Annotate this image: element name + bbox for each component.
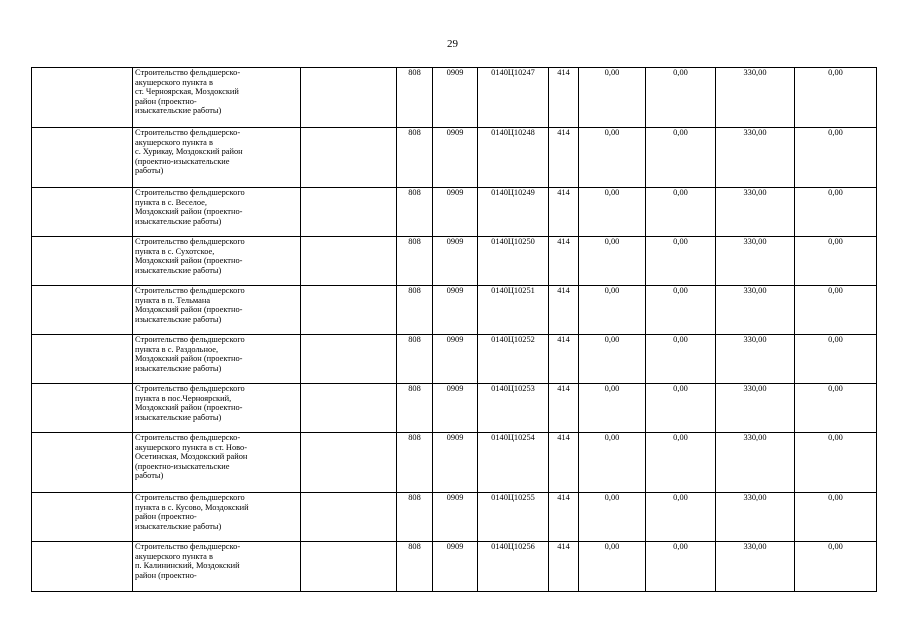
item-name-line: изыскательские работы) — [135, 363, 222, 373]
section-code-cell: 0909 — [433, 237, 478, 286]
section-code-cell: 0909 — [433, 286, 478, 335]
item-name-line: Строительство фельдшерского — [135, 237, 245, 246]
extra-cell — [301, 188, 397, 237]
amount-1-cell: 0,00 — [579, 68, 646, 128]
item-name-cell — [133, 384, 301, 433]
amount-1-cell: 0,00 — [579, 188, 646, 237]
item-name-line: изыскательские работы) — [135, 265, 222, 275]
extra-cell — [301, 433, 397, 493]
table-row — [32, 286, 877, 335]
item-name-line: пункта в с. Кусово, Моздокский — [135, 502, 249, 512]
item-name-line: Строительство фельдшерского — [135, 384, 245, 393]
item-name-line: район (проектно- — [135, 512, 197, 522]
amount-1-cell: 0,00 — [579, 493, 646, 542]
extra-cell — [301, 128, 397, 188]
expense-type-cell: 414 — [549, 286, 579, 335]
item-name-cell — [133, 68, 301, 128]
extra-cell — [301, 286, 397, 335]
admin-code-cell: 808 — [397, 384, 433, 433]
item-name-line: пункта в с. Сухотское, — [135, 246, 215, 256]
amount-4-cell: 0,00 — [795, 384, 877, 433]
amount-4-cell: 0,00 — [795, 188, 877, 237]
item-name-line: изыскательские работы) — [135, 521, 222, 531]
row-number-cell — [32, 68, 133, 128]
item-name-line: с. Хурикау, Моздокский район — [135, 147, 243, 157]
budget-table — [31, 67, 877, 592]
target-code-cell: 0140Ц10254 — [478, 433, 549, 493]
expense-type-cell: 414 — [549, 433, 579, 493]
table-body — [32, 68, 877, 592]
target-code-cell: 0140Ц10253 — [478, 384, 549, 433]
item-name-line: (проектно-изыскательские — [135, 156, 230, 166]
expense-type-cell: 414 — [549, 188, 579, 237]
target-code-cell: 0140Ц10247 — [478, 68, 549, 128]
table-row — [32, 188, 877, 237]
admin-code-cell: 808 — [397, 493, 433, 542]
item-name-line: акушерского пункта в — [135, 551, 213, 561]
item-name-line: район (проектно- — [135, 96, 197, 106]
amount-3-cell: 330,00 — [716, 384, 795, 433]
item-name-line: Моздокский район (проектно- — [135, 305, 243, 315]
amount-1-cell: 0,00 — [579, 433, 646, 493]
item-name-cell — [133, 542, 301, 592]
row-number-cell — [32, 433, 133, 493]
amount-2-cell: 0,00 — [646, 542, 716, 592]
admin-code-cell: 808 — [397, 286, 433, 335]
amount-1-cell: 0,00 — [579, 286, 646, 335]
expense-type-cell: 414 — [549, 128, 579, 188]
item-name-line: акушерского пункта в — [135, 77, 213, 87]
item-name-cell — [133, 493, 301, 542]
page-number: 29 — [447, 38, 458, 50]
item-name-line: пункта в пос.Черноярский, — [135, 393, 232, 403]
amount-2-cell: 0,00 — [646, 433, 716, 493]
admin-code-cell: 808 — [397, 68, 433, 128]
amount-3-cell: 330,00 — [716, 188, 795, 237]
section-code-cell: 0909 — [433, 128, 478, 188]
expense-type-cell: 414 — [549, 68, 579, 128]
section-code-cell: 0909 — [433, 542, 478, 592]
section-code-cell: 0909 — [433, 493, 478, 542]
item-name-cell — [133, 433, 301, 493]
item-name-line: работы) — [135, 471, 164, 481]
amount-1-cell: 0,00 — [579, 237, 646, 286]
target-code-cell: 0140Ц10256 — [478, 542, 549, 592]
item-name-cell — [133, 286, 301, 335]
amount-2-cell: 0,00 — [646, 237, 716, 286]
row-number-cell — [32, 188, 133, 237]
item-name-line: изыскательские работы) — [135, 106, 222, 116]
table-row — [32, 493, 877, 542]
amount-2-cell: 0,00 — [646, 188, 716, 237]
amount-3-cell: 330,00 — [716, 68, 795, 128]
section-code-cell: 0909 — [433, 188, 478, 237]
admin-code-cell: 808 — [397, 128, 433, 188]
target-code-cell: 0140Ц10251 — [478, 286, 549, 335]
table-row — [32, 128, 877, 188]
item-name-cell — [133, 237, 301, 286]
item-name-line: Строительство фельдшерско- — [135, 433, 241, 442]
table-row — [32, 384, 877, 433]
row-number-cell — [32, 493, 133, 542]
amount-4-cell: 0,00 — [795, 493, 877, 542]
expense-type-cell: 414 — [549, 542, 579, 592]
amount-3-cell: 330,00 — [716, 237, 795, 286]
row-number-cell — [32, 384, 133, 433]
item-name-line: акушерского пункта в — [135, 137, 213, 147]
amount-3-cell: 330,00 — [716, 493, 795, 542]
item-name-line: Строительство фельдшерского — [135, 286, 245, 295]
item-name-line: Строительство фельдшерско- — [135, 128, 241, 137]
section-code-cell: 0909 — [433, 433, 478, 493]
item-name-line: работы) — [135, 166, 164, 176]
amount-4-cell: 0,00 — [795, 128, 877, 188]
section-code-cell: 0909 — [433, 68, 478, 128]
amount-3-cell: 330,00 — [716, 433, 795, 493]
amount-4-cell: 0,00 — [795, 237, 877, 286]
amount-4-cell: 0,00 — [795, 68, 877, 128]
item-name-line: пункта в с. Веселое, — [135, 197, 207, 207]
table-row — [32, 68, 877, 128]
expense-type-cell: 414 — [549, 237, 579, 286]
item-name-line: Строительство фельдшерского — [135, 188, 245, 197]
amount-4-cell: 0,00 — [795, 335, 877, 384]
target-code-cell: 0140Ц10255 — [478, 493, 549, 542]
target-code-cell: 0140Ц10250 — [478, 237, 549, 286]
amount-3-cell: 330,00 — [716, 542, 795, 592]
amount-2-cell: 0,00 — [646, 286, 716, 335]
item-name-line: Осетинская, Моздокский район — [135, 452, 248, 462]
item-name-line: район (проектно- — [135, 570, 197, 580]
item-name-line: Строительство фельдшерско- — [135, 542, 241, 551]
expense-type-cell: 414 — [549, 493, 579, 542]
admin-code-cell: 808 — [397, 335, 433, 384]
extra-cell — [301, 68, 397, 128]
amount-3-cell: 330,00 — [716, 335, 795, 384]
admin-code-cell: 808 — [397, 542, 433, 592]
item-name-line: п. Калининский, Моздокский — [135, 561, 240, 571]
amount-1-cell: 0,00 — [579, 335, 646, 384]
row-number-cell — [32, 335, 133, 384]
amount-4-cell: 0,00 — [795, 286, 877, 335]
item-name-line: изыскательские работы) — [135, 216, 222, 226]
amount-3-cell: 330,00 — [716, 286, 795, 335]
extra-cell — [301, 335, 397, 384]
item-name-line: пункта в п. Тельмана — [135, 295, 211, 305]
item-name-line: Моздокский район (проектно- — [135, 354, 243, 364]
target-code-cell: 0140Ц10249 — [478, 188, 549, 237]
target-code-cell: 0140Ц10252 — [478, 335, 549, 384]
amount-1-cell: 0,00 — [579, 384, 646, 433]
admin-code-cell: 808 — [397, 237, 433, 286]
item-name-line: Строительство фельдшерского — [135, 335, 245, 344]
section-code-cell: 0909 — [433, 335, 478, 384]
amount-1-cell: 0,00 — [579, 128, 646, 188]
row-number-cell — [32, 128, 133, 188]
item-name-line: Строительство фельдшерско- — [135, 68, 241, 77]
item-name-line: изыскательские работы) — [135, 412, 222, 422]
row-number-cell — [32, 542, 133, 592]
extra-cell — [301, 384, 397, 433]
item-name-line: Строительство фельдшерского — [135, 493, 245, 502]
item-name-line: Моздокский район (проектно- — [135, 403, 243, 413]
item-name-cell — [133, 335, 301, 384]
item-name-cell — [133, 128, 301, 188]
amount-3-cell: 330,00 — [716, 128, 795, 188]
admin-code-cell: 808 — [397, 188, 433, 237]
table-row — [32, 433, 877, 493]
expense-type-cell: 414 — [549, 384, 579, 433]
item-name-line: ст. Черноярская, Моздокский — [135, 87, 239, 97]
amount-2-cell: 0,00 — [646, 384, 716, 433]
table-row — [32, 542, 877, 592]
item-name-line: изыскательские работы) — [135, 314, 222, 324]
table-row — [32, 237, 877, 286]
row-number-cell — [32, 237, 133, 286]
item-name-line: акушерского пункта в ст. Ново- — [135, 442, 248, 452]
item-name-line: (проектно-изыскательские — [135, 461, 230, 471]
admin-code-cell: 808 — [397, 433, 433, 493]
amount-2-cell: 0,00 — [646, 335, 716, 384]
section-code-cell: 0909 — [433, 384, 478, 433]
row-number-cell — [32, 286, 133, 335]
amount-2-cell: 0,00 — [646, 128, 716, 188]
item-name-cell — [133, 188, 301, 237]
amount-2-cell: 0,00 — [646, 68, 716, 128]
amount-4-cell: 0,00 — [795, 433, 877, 493]
item-name-line: Моздокский район (проектно- — [135, 256, 243, 266]
extra-cell — [301, 493, 397, 542]
extra-cell — [301, 237, 397, 286]
target-code-cell: 0140Ц10248 — [478, 128, 549, 188]
item-name-line: Моздокский район (проектно- — [135, 207, 243, 217]
amount-2-cell: 0,00 — [646, 493, 716, 542]
amount-1-cell: 0,00 — [579, 542, 646, 592]
expense-type-cell: 414 — [549, 335, 579, 384]
table-row — [32, 335, 877, 384]
item-name-line: пункта в с. Раздольное, — [135, 344, 219, 354]
amount-4-cell: 0,00 — [795, 542, 877, 592]
extra-cell — [301, 542, 397, 592]
